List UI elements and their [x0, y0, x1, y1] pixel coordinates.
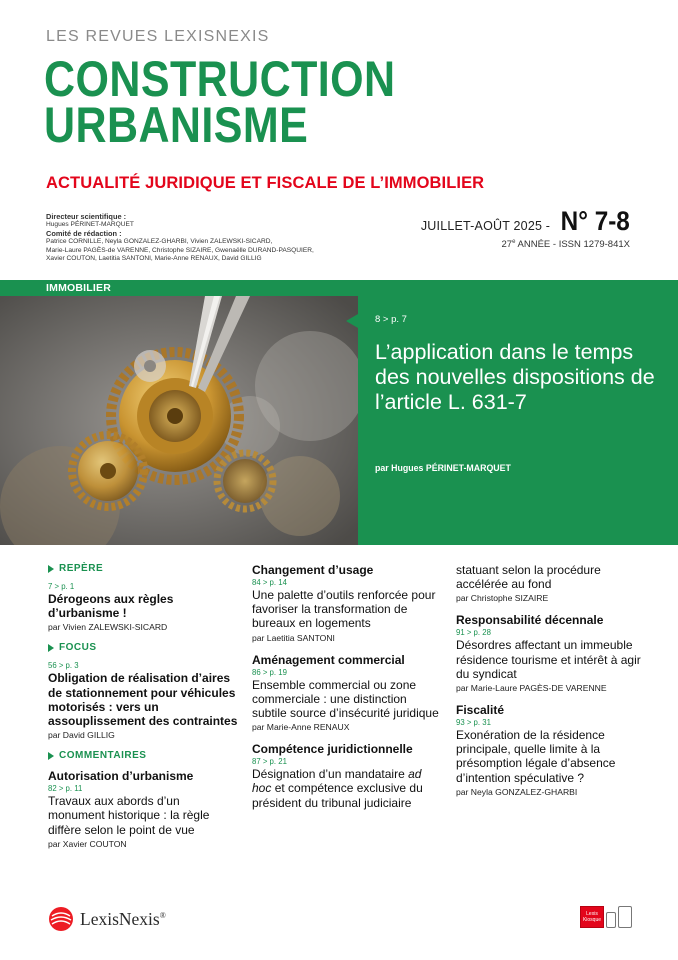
issue-date: JUILLET-AOÛT 2025 -: [420, 219, 551, 233]
article-title: Dérogeons aux règles d’urbanisme !: [48, 592, 174, 621]
article-author: par David GILLIG: [48, 730, 115, 741]
article-topic: Compétence juridictionnelle: [252, 742, 413, 757]
contents-column-1: [48, 563, 238, 859]
article-entry[interactable]: [48, 582, 238, 633]
article-author: par Neyla GONZALEZ-GHARBI: [456, 786, 578, 797]
lexisnexis-logo[interactable]: [48, 906, 166, 932]
article-author: par Marie-Anne RENAUX: [252, 722, 350, 733]
article-author: par Vivien ZALEWSKI-SICARD: [48, 622, 168, 633]
journal-subtitle: ACTUALITÉ JURIDIQUE ET FISCALE DE L’IMMOBILIER: [46, 174, 485, 192]
rubric-bar: [0, 280, 678, 296]
article-author: par Xavier COUTON: [48, 838, 127, 849]
lexisnexis-wordmark: LexisNexis®: [80, 908, 166, 929]
article-page-ref: 87 > p. 21: [252, 757, 287, 767]
article-page-ref: 86 > p. 19: [252, 667, 287, 677]
article-page-ref: 82 > p. 11: [48, 784, 83, 794]
article-title: Ensemble commercial ou zone commerciale : une distinction subtile source d’insécurité juridique: [252, 677, 439, 721]
gears-illustration: [0, 296, 358, 545]
article-entry[interactable]: [48, 661, 238, 741]
issue-year-issn: 27e ANNÉE - ISSN 1279-841X: [501, 239, 630, 251]
triangle-icon: [48, 752, 54, 760]
article-page-ref: 91 > p. 28: [456, 628, 491, 638]
journal-title: [44, 51, 491, 153]
article-entry[interactable]: [252, 653, 442, 734]
article-topic: Aménagement commercial: [252, 652, 405, 667]
director-label: Directeur scientifique :: [46, 212, 127, 221]
article-author: par Laetitia SANTONI: [252, 632, 335, 643]
issue-number: N° 7-8: [560, 206, 630, 236]
contents-column-2: [252, 563, 442, 819]
lexisnexis-globe-icon: [48, 906, 74, 932]
article-topic: Fiscalité: [456, 703, 505, 718]
publisher-label: LES REVUES LEXISNEXIS: [46, 28, 270, 45]
cover-photo-watch-gears: [0, 296, 358, 545]
article-author: par Christophe SIZAIRE: [456, 593, 549, 604]
committee-label: Comité de rédaction :: [46, 228, 122, 238]
section-repere: REPÈRE: [48, 563, 238, 574]
triangle-icon: [48, 644, 54, 652]
article-entry-continued[interactable]: [456, 563, 646, 604]
feature-pointer-notch: [346, 314, 358, 328]
article-entry[interactable]: [48, 769, 238, 850]
article-title: Désignation d’un mandataire ad hoc et compétence exclusive du président du tribunal judiciaire: [252, 767, 423, 810]
section-commentaires: COMMENTAIRES: [48, 750, 238, 761]
article-entry[interactable]: [456, 703, 646, 798]
journal-title-line2: URBANISME: [44, 97, 309, 153]
article-page-ref: 93 > p. 31: [456, 718, 491, 728]
article-entry[interactable]: [456, 613, 646, 694]
article-title: Obligation de réalisation d’aires de stationnement pour véhicules motorisés : vers un assouplissement des contraintes: [48, 671, 238, 729]
feature-article-panel[interactable]: [358, 296, 678, 545]
article-page-ref: 56 > p. 3: [48, 661, 79, 671]
article-topic: Autorisation d’urbanisme: [48, 769, 194, 784]
article-title: Une palette d’outils renforcée pour favoriser la transformation de bureaux en logements: [252, 588, 436, 631]
article-topic: Responsabilité décennale: [456, 613, 604, 628]
article-entry[interactable]: [252, 563, 442, 644]
article-title-continued: statuant selon la procédure accélérée au fond: [456, 563, 601, 592]
article-title: Exonération de la résidence principale, quelle limite à la présomption légale d’absence d’intention spéculative ?: [456, 728, 616, 785]
article-title: Travaux aux abords d’un monument historique : la règle diffère selon le point de vue: [48, 794, 210, 837]
article-title: Désordres affectant un immeuble résidence tourisme et intérêt à agir du syndicat: [456, 638, 641, 681]
kiosque-badge[interactable]: [580, 906, 632, 928]
article-author: par Marie-Laure PAGÈS-DE VARENNE: [456, 683, 607, 694]
kiosque-label: Lexis Kiosque: [580, 906, 604, 928]
committee-line: Marie-Laure PAGÈS-de VARENNE, Christophe SIZAIRE, Gwenaëlle DURAND-PASQUIER,: [46, 246, 314, 254]
journal-title-line1: CONSTRUCTION: [44, 51, 396, 107]
issue-info: [421, 206, 630, 250]
feature-page-ref: 8 > p. 7: [375, 314, 407, 325]
committee-line: Patrice CORNILLE, Neyla GONZALEZ-GHARBI, Vivien ZALEWSKI-SICARD,: [46, 238, 273, 246]
director-name: Hugues PÉRINET-MARQUET: [46, 221, 134, 229]
rubric-label: IMMOBILIER: [46, 282, 111, 294]
feature-title: L’application dans le temps des nouvelles dispositions de l’article L. 631-7: [375, 340, 655, 414]
committee-line: Xavier COUTON, Laetitia SANTONI, Marie-Anne RENAUX, David GILLIG: [46, 255, 262, 263]
article-page-ref: 84 > p. 14: [252, 578, 287, 587]
triangle-icon: [48, 565, 54, 573]
article-entry[interactable]: [252, 742, 442, 810]
article-page-ref: 7 > p. 1: [48, 582, 75, 591]
article-topic: Changement d’usage: [252, 563, 374, 577]
phone-icon: [606, 912, 616, 928]
tablet-icon: [618, 906, 632, 928]
contents-column-3: [456, 563, 646, 807]
section-focus: FOCUS: [48, 642, 238, 653]
feature-author: par Hugues PÉRINET-MARQUET: [375, 463, 511, 473]
editorial-board: [46, 213, 346, 263]
